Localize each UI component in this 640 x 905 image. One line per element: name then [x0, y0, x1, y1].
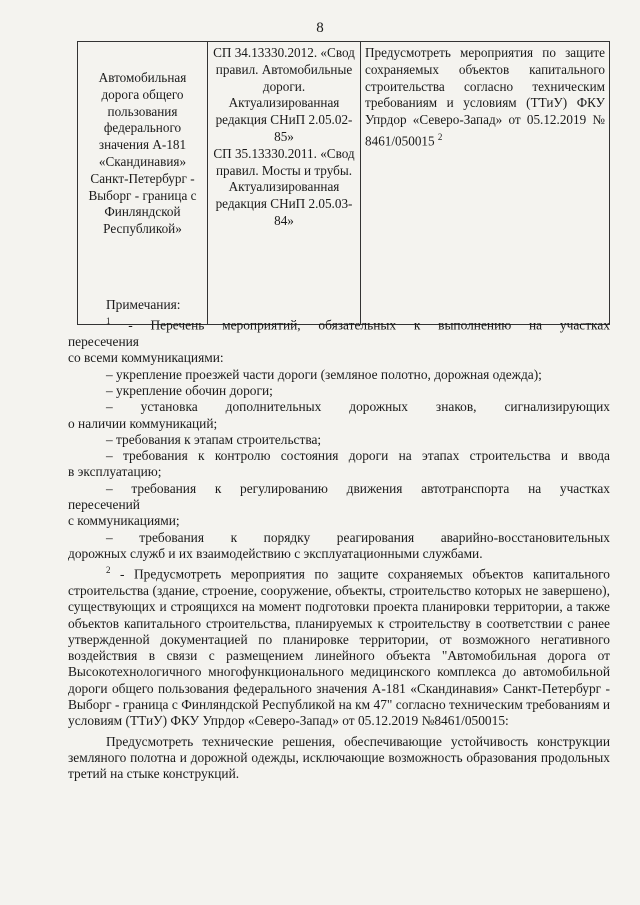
table-row	[78, 42, 610, 325]
notes-heading: Примечания:	[106, 297, 181, 312]
note-1-line-2: пересечения	[68, 334, 139, 350]
list-item: – требования к порядку реагирования аварийно-восстановительных	[106, 529, 610, 545]
standard-2: СП 35.13330.2011. «Свод правил. Мосты и трубы. Актуализированная редакция СНиП 2.05.03-84»	[213, 145, 355, 228]
standard-1: СП 34.13330.2012. «Свод правил. Автомобильные дороги. Актуализированная редакция СНиП 2.05.02-85»	[213, 45, 355, 144]
notes-section	[68, 297, 610, 783]
note-2-mark: 2	[106, 565, 111, 576]
list-item: – укрепление проезжей части дороги (земляное полотно, дорожная одежда);	[106, 366, 542, 382]
list-item: – требования к этапам строительства;	[106, 431, 322, 447]
note-1-mark: 1	[106, 316, 111, 327]
note-1-line-1	[68, 313, 610, 334]
list-item: – установка дополнительных дорожных знаков, сигнализирующих	[106, 399, 610, 415]
measure-footnote-ref: 2	[437, 131, 443, 142]
page-number: 8	[316, 20, 324, 36]
list-item-continuation: дорожных служб и их взаимодействию с эксплуатационными службами.	[68, 545, 483, 561]
list-item: – требования к регулированию движения автотранспорта на участках	[106, 480, 610, 496]
list-item-continuation: о наличии коммуникаций;	[68, 415, 218, 431]
list-item: – укрепление обочин дороги;	[106, 382, 273, 398]
note-1-line-3: со всеми коммуникациями:	[68, 350, 224, 366]
list-item-continuation: в эксплуатацию;	[68, 464, 162, 480]
road-cell: Автомобильная дорога общего пользования федерального значения А-181 «Скандинавия» Санкт-Петербург - Выборг - граница с Финляндской Республикой»	[78, 42, 208, 325]
measure-cell	[361, 42, 610, 325]
requirements-table	[77, 41, 610, 325]
standards-cell	[208, 42, 361, 325]
note-2	[68, 562, 610, 729]
note-2-text: - Предусмотреть мероприятия по защите сохраняемых объектов капитального строительства (здание, строение, сооружение, объекты, строительство которых не завершено), существующих и строящихся на момент подготовки проекта планировки территории, а также объектов капитального строительства, планируемых к строительству в соответствии с ранее утвержденной документацией по планировке территории, от возможного негативного воздействия в связи с размещением линейного объекта "Автомобильная дорога от Высокотехнологичного многофункционального медицинского комплекса до автомобильной дороги общего пользования федерального значения А-181 «Скандинавия» Санкт-Петербург - Выборг - граница с Финляндской Республикой на км 47" согласно техническим требованиям и условиям (ТТиУ) ФКУ Упрдор «Северо-Запад» от 05.12.2019 №8461/050015:	[68, 566, 610, 729]
measure-text: Предусмотреть мероприятия по защите сохраняемых объектов капитального строительства согласно техническим требованиям и условиям (ТТиУ) ФКУ Упрдор «Северо-Запад» от 05.12.2019 № 8461/050015	[365, 45, 605, 149]
list-item-continuation: пересечений	[68, 497, 140, 513]
final-paragraph: Предусмотреть технические решения, обеспечивающие устойчивость конструкции земляного полотна и дорожной одежды, исключающие возможность образования продольных третий на стыке конструкций.	[68, 733, 610, 782]
list-item-continuation: с коммуникациями;	[68, 513, 180, 529]
note-1-text: - Перечень мероприятий, обязательных к выполнению на участках	[110, 317, 610, 333]
list-item: – требования к контролю состояния дороги на этапах строительства и ввода	[106, 448, 610, 464]
